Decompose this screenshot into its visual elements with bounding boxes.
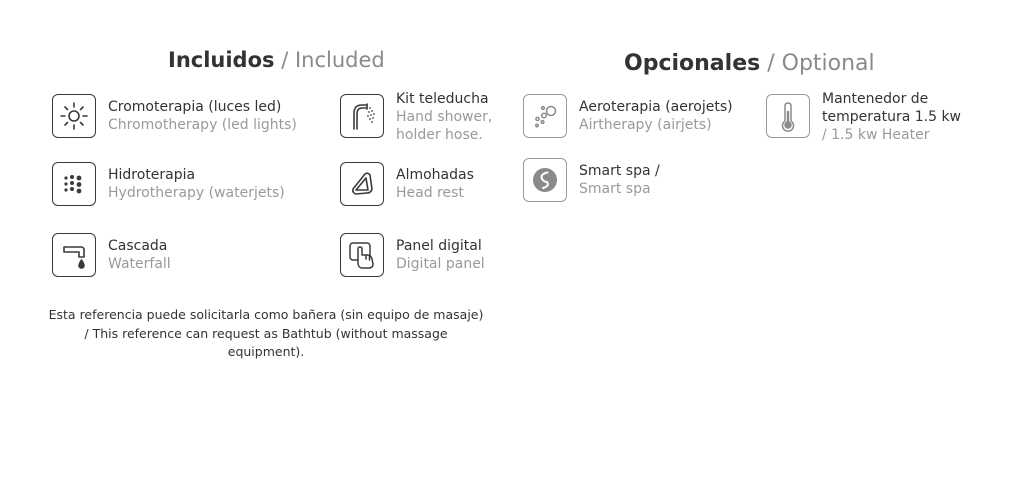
feature-headrest xyxy=(340,162,474,206)
feature-label-es: Almohadas xyxy=(396,167,474,183)
hand-shower-icon xyxy=(340,94,384,138)
feature-hydrotherapy xyxy=(52,162,285,206)
smart-spa-icon xyxy=(523,158,567,202)
sun-icon xyxy=(52,94,96,138)
feature-label-en: Smart spa xyxy=(579,181,651,197)
touch-panel-icon xyxy=(340,233,384,277)
feature-label-es: Aeroterapia (aerojets) xyxy=(579,99,733,115)
feature-label-en: Chromotherapy (led lights) xyxy=(108,117,297,133)
optional-heading-es: Opcionales xyxy=(624,51,761,76)
bubbles-icon xyxy=(523,94,567,138)
included-heading xyxy=(168,48,385,72)
feature-smart-spa xyxy=(523,158,660,202)
feature-label-en: Digital panel xyxy=(396,256,485,272)
feature-label-es: Smart spa / xyxy=(579,163,660,179)
feature-label-es: Cromoterapia (luces led) xyxy=(108,99,282,115)
feature-chromotherapy xyxy=(52,94,297,138)
feature-heater xyxy=(766,91,961,144)
feature-label-en: / 1.5 kw Heater xyxy=(822,127,930,143)
headrest-icon xyxy=(340,162,384,206)
feature-label-en-line1: Hand shower, xyxy=(396,109,493,125)
feature-label-en: Waterfall xyxy=(108,256,171,272)
bathtub-note: Esta referencia puede solicitarla como bañera (sin equipo de masaje) / This reference can request as Bathtub (without massage equipment). xyxy=(48,307,484,359)
included-heading-separator: / xyxy=(274,48,295,72)
feature-label-en: Hydrotherapy (waterjets) xyxy=(108,185,285,201)
feature-digital-panel xyxy=(340,233,485,277)
feature-label-es: Panel digital xyxy=(396,238,482,254)
feature-hand-shower xyxy=(340,91,493,144)
optional-heading-en: Optional xyxy=(781,51,875,76)
optional-heading xyxy=(624,51,875,76)
waterfall-icon xyxy=(52,233,96,277)
feature-label-en: Head rest xyxy=(396,185,464,201)
thermometer-icon xyxy=(766,94,810,138)
included-heading-es: Incluidos xyxy=(168,48,275,72)
feature-label-es-line2: temperatura 1.5 kw xyxy=(822,109,961,125)
included-heading-en: Included xyxy=(294,48,385,72)
feature-label-es: Hidroterapia xyxy=(108,167,196,183)
feature-label-en: Airtherapy (airjets) xyxy=(579,117,712,133)
optional-heading-separator: / xyxy=(760,51,782,76)
feature-label-es-line1: Mantenedor de xyxy=(822,91,929,107)
feature-label-es: Cascada xyxy=(108,238,168,254)
feature-airtherapy xyxy=(523,94,733,138)
feature-label-en-line2: holder hose. xyxy=(396,127,483,143)
feature-label-es: Kit teleducha xyxy=(396,91,489,107)
feature-waterfall xyxy=(52,233,171,277)
waterjets-icon xyxy=(52,162,96,206)
